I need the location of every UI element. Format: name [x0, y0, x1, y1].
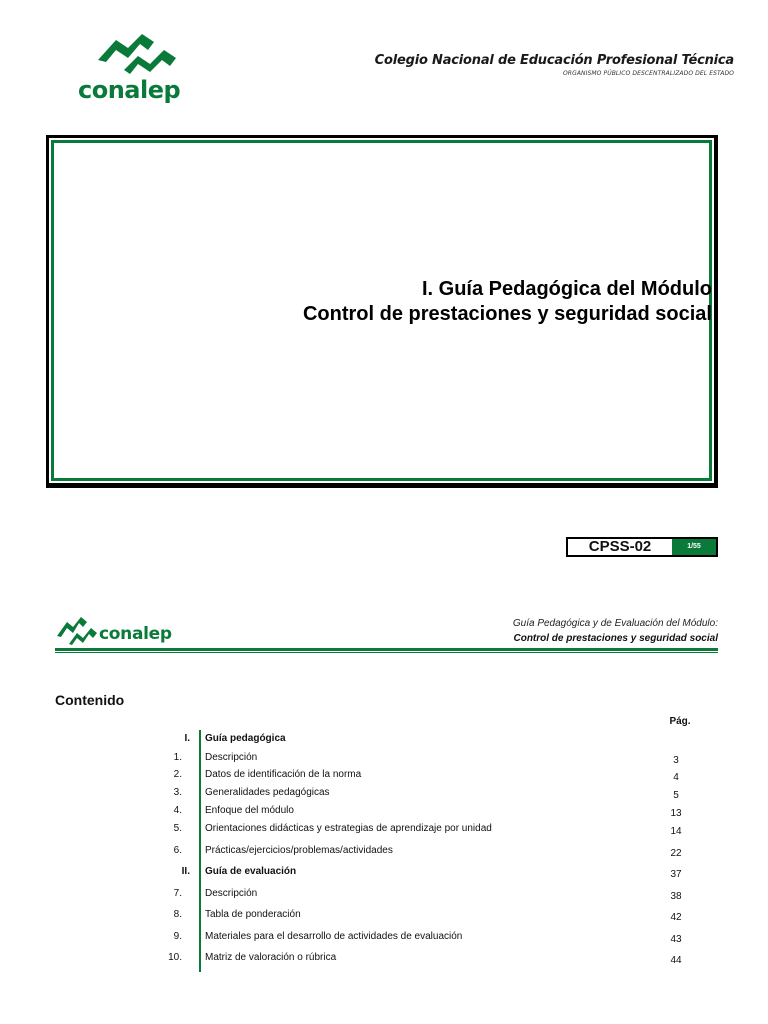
page-column-label: Pág.: [669, 716, 691, 727]
header-rule-thin: [55, 652, 718, 653]
toc-entry-label: Descripción: [205, 888, 258, 899]
toc-entry-number: 8.: [173, 909, 182, 920]
logo-small-wordmark: conalep: [99, 624, 172, 644]
title-line-2: Control de prestaciones y seguridad social: [302, 303, 712, 325]
contents-heading: Contenido: [55, 692, 125, 708]
toc-entry-label: Prácticas/ejercicios/problemas/actividades: [205, 845, 393, 856]
conalep-logo-icon: [94, 30, 184, 74]
toc-entry-number: I.: [184, 733, 190, 744]
toc-entry-label: Matriz de valoración o rúbrica: [205, 952, 337, 963]
toc-entry-number: II.: [181, 866, 190, 877]
document-code: CPSS-02: [568, 539, 672, 555]
logo-wordmark: conalep: [78, 76, 181, 104]
toc-entry-number: 3.: [173, 787, 182, 798]
toc-entry-number: 7.: [173, 888, 182, 899]
toc-entry-number: 2.: [173, 769, 182, 780]
toc-entry-page: 44: [670, 955, 682, 966]
toc-entry-number: 9.: [173, 931, 182, 942]
toc-entry-number: 5.: [173, 823, 182, 834]
toc-entry-label: Orientaciones didácticas y estrategias de aprendizaje por unidad: [205, 823, 492, 834]
title-line-1: I. Guía Pedagógica del Módulo: [421, 278, 712, 300]
toc-entry-page: 43: [670, 934, 682, 945]
guide-header-line-2: Control de prestaciones y seguridad social: [513, 633, 718, 644]
toc-entry-label: Guía pedagógica: [205, 733, 286, 744]
institution-name: Colegio Nacional de Educación Profesional Técnica: [374, 53, 734, 68]
toc-entry-label: Descripción: [205, 752, 258, 763]
toc-entry-number: 6.: [173, 845, 182, 856]
toc-entry-page: 4: [673, 772, 679, 783]
toc-entry-number: 4.: [173, 805, 182, 816]
page-indicator: 1/55: [672, 539, 716, 555]
document-code-box: [566, 537, 718, 557]
toc-entry-page: 3: [673, 755, 679, 766]
toc-entry-label: Guía de evaluación: [205, 866, 297, 877]
toc-entry-page: 14: [670, 826, 682, 837]
toc-entry-label: Datos de identificación de la norma: [205, 769, 362, 780]
toc-entry-label: Tabla de ponderación: [205, 909, 301, 920]
toc-entry-page: 42: [670, 912, 682, 923]
toc-entry-page: 13: [670, 808, 682, 819]
contents-vertical-rule: [199, 730, 201, 972]
toc-entry-label: Generalidades pedagógicas: [205, 787, 330, 798]
toc-entry-page: 37: [670, 869, 682, 880]
conalep-logo: [74, 30, 194, 110]
toc-entry-page: 5: [673, 790, 679, 801]
guide-header-line-1: Guía Pedagógica y de Evaluación del Módulo:: [512, 618, 718, 629]
conalep-logo-small: [55, 612, 180, 650]
institution-header: [375, 53, 734, 77]
toc-entry-page: 38: [670, 891, 682, 902]
institution-subtitle: ORGANISMO PÚBLICO DESCENTRALIZADO DEL ESTADO: [562, 70, 734, 77]
toc-entry-number: 10.: [168, 952, 182, 963]
conalep-logo-small-icon: [55, 614, 99, 646]
toc-entry-label: Enfoque del módulo: [205, 805, 294, 816]
header-rule: [55, 648, 718, 651]
toc-entry-page: 22: [670, 848, 682, 859]
toc-entry-number: 1.: [173, 752, 182, 763]
toc-entry-label: Materiales para el desarrollo de actividades de evaluación: [205, 931, 463, 942]
guide-header: [513, 618, 718, 644]
